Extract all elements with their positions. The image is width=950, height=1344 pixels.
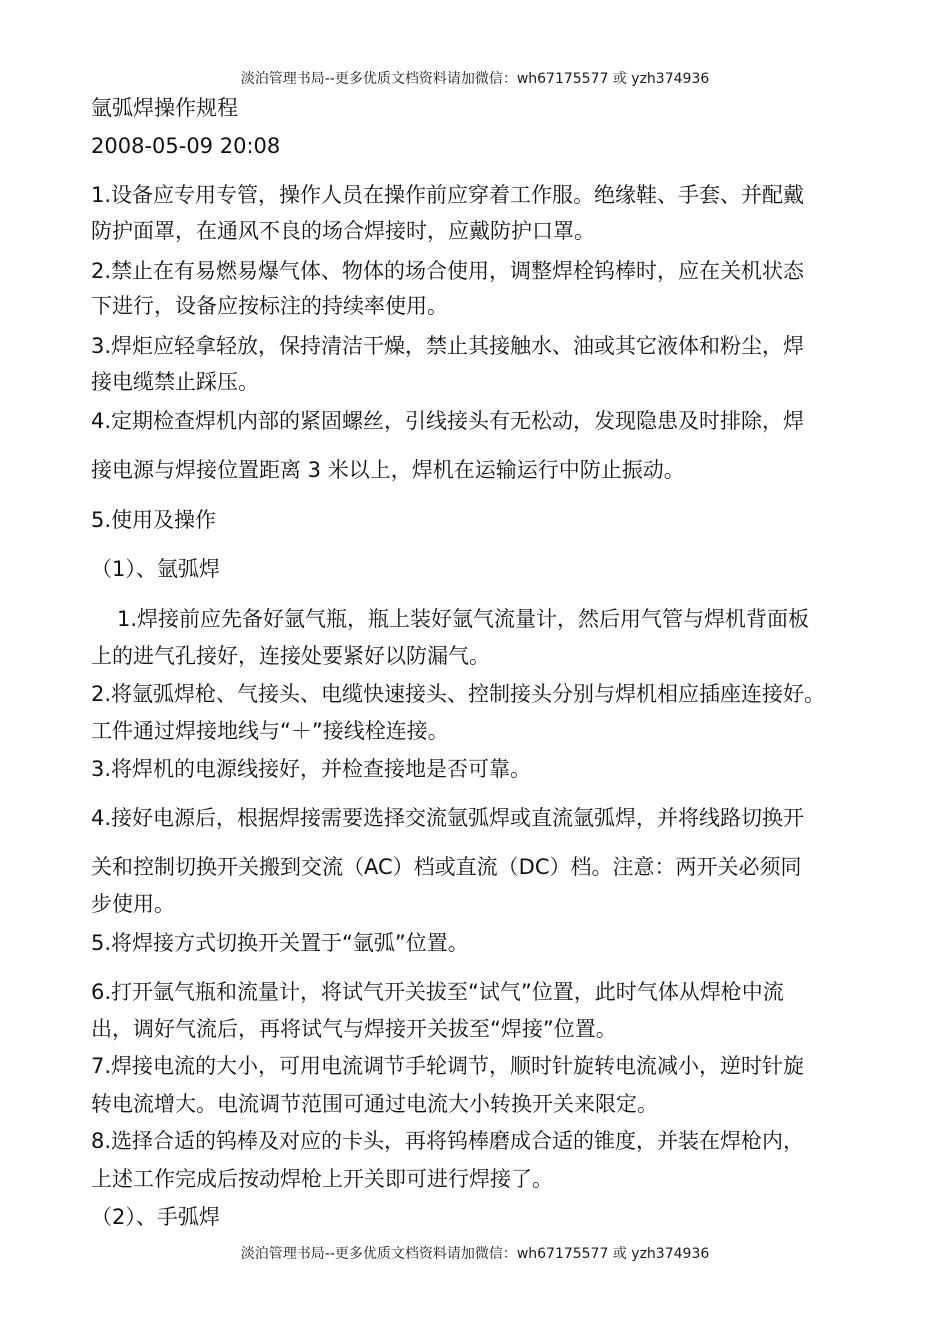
paragraph-line: 3.将焊机的电源线接好，并检查接地是否可靠。 [91, 757, 532, 781]
document-title: 氩弧焊操作规程 [91, 96, 238, 120]
paragraph-line: 转电流增大。电流调节范围可通过电流大小转换开关来限定。 [91, 1092, 658, 1116]
paragraph-line: 4.定期检查焊机内部的紧固螺丝，引线接头有无松动，发现隐患及时排除，焊 [91, 409, 805, 433]
paragraph-line: 1.设备应专用专管，操作人员在操作前应穿着工作服。绝缘鞋、手套、并配戴 [91, 183, 805, 207]
paragraph-line: 工件通过焊接地线与“＋”接线栓连接。 [91, 719, 449, 743]
paragraph-line: 步使用。 [91, 892, 175, 916]
paragraph-line: 4.接好电源后，根据焊接需要选择交流氩弧焊或直流氩弧焊，并将线路切换开 [91, 806, 805, 830]
paragraph-line: 8.选择合适的钨棒及对应的卡头，再将钨棒磨成合适的锥度，并装在焊枪内， [91, 1129, 805, 1153]
paragraph-line: 关和控制切换开关搬到交流（AC）档或直流（DC）档。注意：两开关必须同 [91, 855, 802, 879]
subsection-heading: （2）、手弧焊 [91, 1205, 220, 1229]
paragraph-line: 接电源与焊接位置距离 3 米以上，焊机在运输运行中防止振动。 [91, 458, 685, 482]
paragraph-line: 上述工作完成后按动焊枪上开关即可进行焊接了。 [91, 1167, 553, 1191]
paragraph-line: 上的进气孔接好，连接处要紧好以防漏气。 [91, 644, 490, 668]
paragraph-line: 下进行，设备应按标注的持续率使用。 [91, 294, 448, 318]
paragraph-line: 2.将氩弧焊枪、气接头、电缆快速接头、控制接头分别与焊机相应插座连接好。 [91, 682, 826, 706]
paragraph-line: 3.焊炬应轻拿轻放，保持清洁干燥，禁止其接触水、油或其它液体和粉尘，焊 [91, 334, 805, 358]
page-footer: 淡泊管理书局--更多优质文档资料请加微信：wh67175577 或 yzh374936 [240, 1246, 710, 1262]
paragraph-line: 2.禁止在有易燃易爆气体、物体的场合使用，调整焊栓钨棒时，应在关机状态 [91, 259, 805, 283]
document-date: 2008-05-09 20:08 [91, 134, 281, 158]
paragraph-line: 出，调好气流后，再将试气与焊接开关拔至“焊接”位置。 [91, 1017, 617, 1041]
subsection-heading: （1）、氩弧焊 [91, 557, 220, 581]
paragraph-line: 7.焊接电流的大小，可用电流调节手轮调节，顺时针旋转电流减小，逆时针旋 [91, 1054, 805, 1078]
page-header: 淡泊管理书局--更多优质文档资料请加微信：wh67175577 或 yzh374936 [240, 71, 710, 87]
paragraph-line: 5.将焊接方式切换开关置于“氩弧”位置。 [91, 931, 469, 955]
paragraph-line: 1.焊接前应先备好氩气瓶，瓶上装好氩气流量计，然后用气管与焊机背面板 [117, 607, 810, 631]
paragraph-line: 防护面罩，在通风不良的场合焊接时，应戴防护口罩。 [91, 219, 595, 243]
paragraph-line: 6.打开氩气瓶和流量计，将试气开关拔至“试气”位置，此时气体从焊枪中流 [91, 980, 784, 1004]
paragraph-line: 接电缆禁止踩压。 [91, 370, 259, 394]
section-heading: 5.使用及操作 [91, 508, 217, 532]
